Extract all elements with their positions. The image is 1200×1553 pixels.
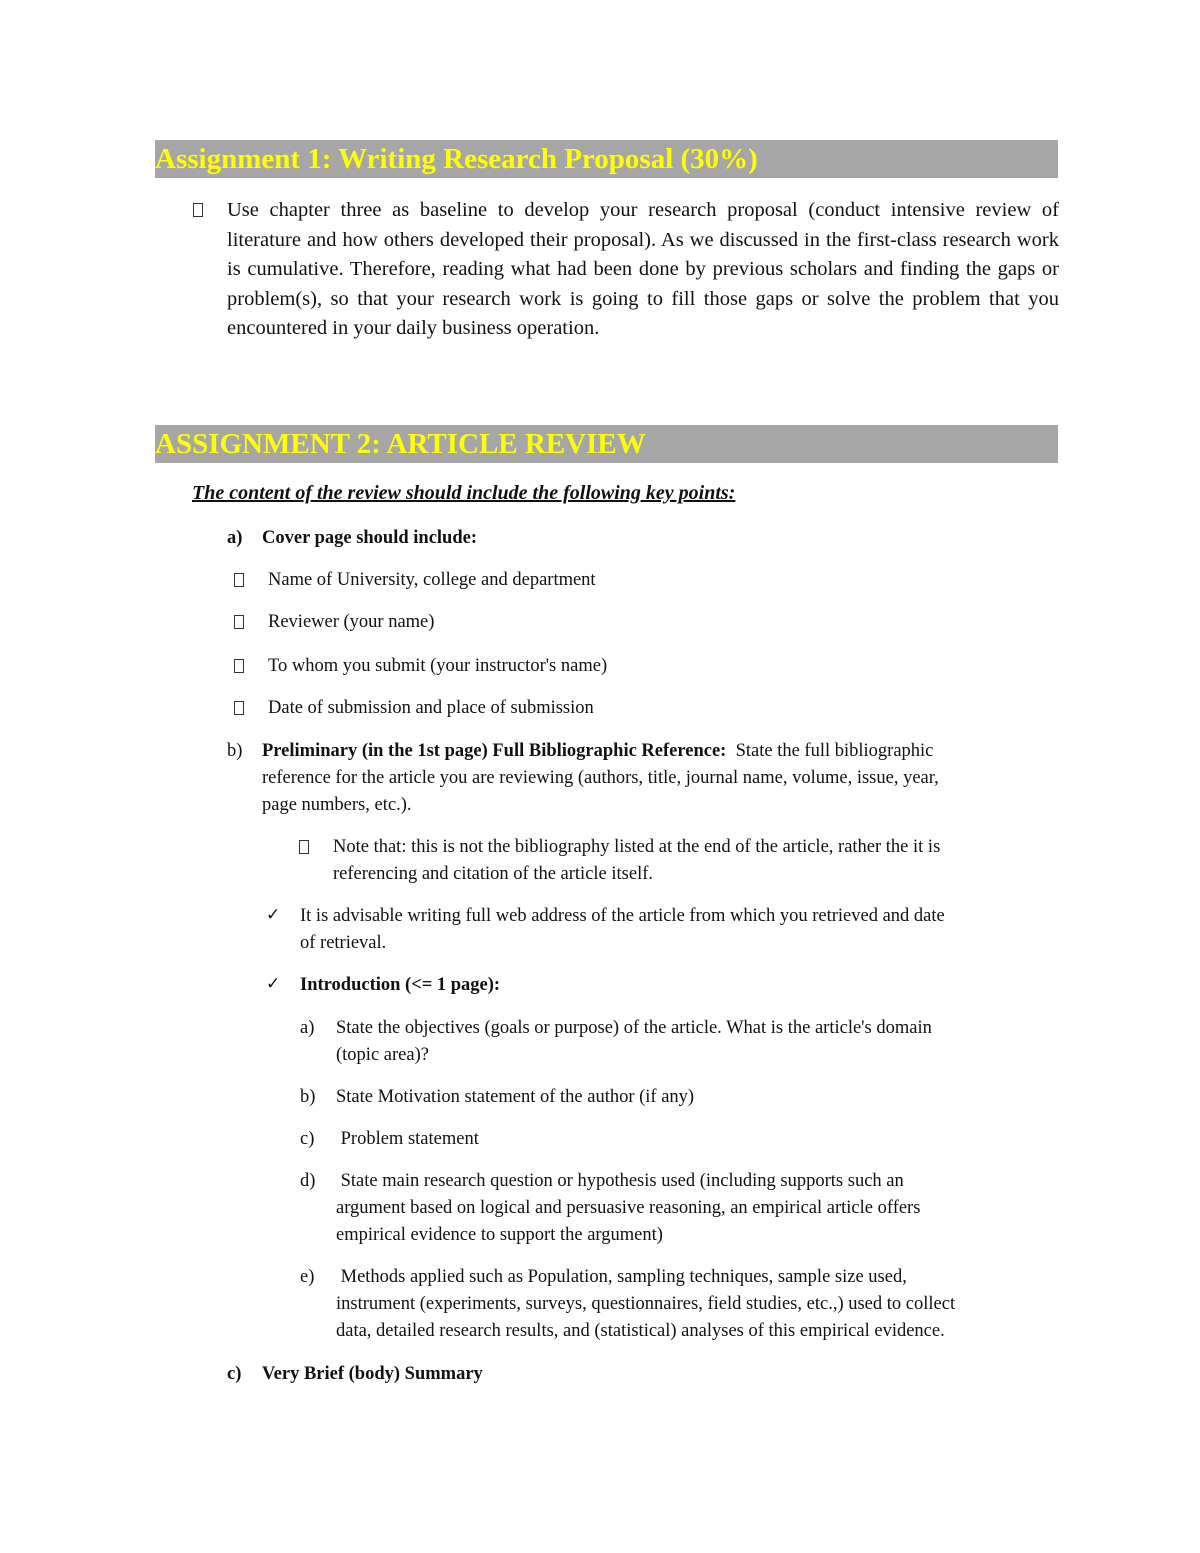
square-bullet-icon <box>234 701 244 719</box>
square-bullet-icon <box>234 659 244 677</box>
intro-item-line: empirical evidence to support the argument) <box>336 1225 663 1245</box>
preliminary-text: State the full bibliographic <box>735 741 934 761</box>
assignment1-heading: Assignment 1: Writing Research Proposal (30%) <box>155 140 1058 178</box>
square-bullet-icon <box>234 573 244 591</box>
intro-item-line: argument based on logical and persuasive reasoning, an empirical article offers <box>336 1198 921 1218</box>
preliminary-label: Preliminary (in the 1st page) Full Bibliographic Reference: <box>262 741 727 761</box>
intro-marker: c) <box>300 1129 315 1149</box>
intro-marker: a) <box>300 1018 315 1038</box>
cover-item: Reviewer (your name) <box>268 612 435 632</box>
note-line1: Note that: this is not the bibliography listed at the end of the article, rather the it is <box>333 837 941 857</box>
assignment2-heading: ASSIGNMENT 2: ARTICLE REVIEW <box>155 425 1058 463</box>
advisable-line2: of retrieval. <box>300 933 387 953</box>
cover-marker: a) <box>227 528 243 548</box>
checkmark-icon: ✓ <box>266 974 281 994</box>
cover-label: Cover page should include: <box>262 528 478 548</box>
advisable-line1: It is advisable writing full web address of the article from which you retrieved and date <box>300 906 945 926</box>
review-lead: The content of the review should include the following key points: <box>192 482 736 504</box>
cover-item: To whom you submit (your instructor's name) <box>268 656 608 676</box>
cover-item: Date of submission and place of submission <box>268 698 594 718</box>
preliminary-marker: b) <box>227 741 243 761</box>
intro-item-line: Methods applied such as Population, sampling techniques, sample size used, <box>336 1267 907 1287</box>
intro-item-line: State the objectives (goals or purpose) of the article. What is the article's domain <box>336 1018 932 1038</box>
intro-item-line: instrument (experiments, surveys, questionnaires, field studies, etc.,) used to collect <box>336 1294 956 1314</box>
checkmark-icon: ✓ <box>266 905 281 925</box>
intro-marker: b) <box>300 1087 316 1107</box>
note-line2: referencing and citation of the article itself. <box>333 864 654 884</box>
square-bullet-icon <box>193 203 203 221</box>
intro-item-line: (topic area)? <box>336 1045 429 1065</box>
preliminary-line1 <box>262 738 933 765</box>
intro-marker: d) <box>300 1171 316 1191</box>
cover-item: Name of University, college and department <box>268 570 596 590</box>
summary-marker: c) <box>227 1364 242 1384</box>
preliminary-line3: page numbers, etc.). <box>262 795 412 815</box>
intro-item-line: Problem statement <box>336 1129 479 1149</box>
intro-item-line: State Motivation statement of the author (if any) <box>336 1087 695 1107</box>
square-bullet-icon <box>234 615 244 633</box>
intro-marker: e) <box>300 1267 315 1287</box>
introduction-label: Introduction (<= 1 page): <box>300 975 501 995</box>
intro-item-line: data, detailed research results, and (statistical) analyses of this empirical evidence. <box>336 1321 945 1341</box>
preliminary-line2: reference for the article you are reviewing (authors, title, journal name, volume, issue, year, <box>262 768 939 788</box>
square-bullet-icon <box>299 840 309 858</box>
assignment1-paragraph: Use chapter three as baseline to develop your research proposal (conduct intensive review of literature and how others developed their proposal). As we discussed in the first-class research work is cumulative. Therefore, reading what had been done by previous scholars and finding the gaps or problem(s), so that your research work is going to fill those gaps or solve the problem that you encountered in your daily business operation. <box>227 199 1059 339</box>
intro-item-line: State main research question or hypothesis used (including supports such an <box>336 1171 904 1191</box>
summary-label: Very Brief (body) Summary <box>262 1364 483 1384</box>
